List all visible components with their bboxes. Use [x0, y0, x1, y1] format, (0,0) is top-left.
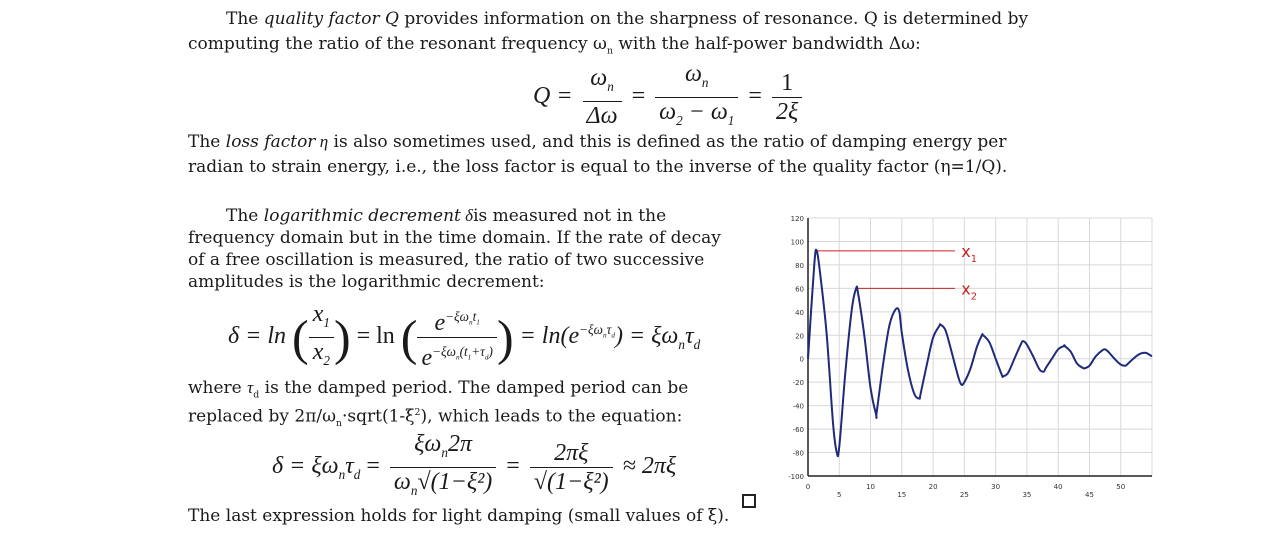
chart-x-tick-label: 25 [959, 491, 969, 498]
term-quality-factor: quality factor Q [263, 9, 399, 29]
chart-x-tick-label: 0 [805, 483, 811, 491]
chart-x-tick-label: 40 [1053, 483, 1063, 491]
chart-x-tick-label: 30 [991, 483, 1001, 491]
para-light-damping: The last expression holds for light damping (small values of ξ). [188, 506, 730, 526]
chart-y-tick-label: -80 [792, 449, 804, 458]
chart-x-tick-label: 5 [837, 491, 842, 498]
equation-quality-factor: Q = $\frac{\omega_n}{\Delta\omega}$ = $\frac{\omega_n}{\omega_2 - \omega_1}$ = $\frac{1}{2\xi}$ [533, 60, 806, 135]
para-log-decrement-line4: amplitudes is the logarithmic decrement: [188, 272, 545, 292]
chart-annotation-label: $x_1$ [961, 241, 978, 265]
para-quality-factor-line1: The quality factor Q provides information on the sharpness of resonance. Q is determined by [226, 9, 1029, 29]
para-quality-factor-line2: computing the ratio of the resonant frequency $\omega_n$ with the half-power bandwidth Δω: [188, 34, 921, 57]
equation-log-decrement: δ = ln ( $\frac{x_1}{x_2}$ ) = ln ( $\frac{e^{-\xi\omega_nt_1}}{e^{-\xi\omega_n(t_1+\tau_d)}}$ ) = $\ln(e^{-\xi\omega_n\tau_d}) = \xi\omega_n\tau_d$ [228, 300, 700, 375]
term-loss-factor: loss factor [225, 132, 316, 152]
cursor-box-icon [742, 494, 756, 508]
para-damped-period-line2: replaced by $2\pi/\omega_n\cdot sqrt(1-\xi^2)$, which leads to the equation: [188, 406, 683, 430]
chart-y-tick-label: -20 [792, 379, 804, 388]
chart-series-line [808, 250, 1152, 457]
chart-x-tick-label: 10 [866, 483, 876, 491]
chart-y-ticks [788, 215, 804, 481]
chart-y-tick-label: 40 [795, 308, 804, 317]
chart-y-tick-label: 60 [795, 285, 804, 294]
chart-x-tick-label: 45 [1084, 491, 1094, 498]
chart-annotations [817, 242, 977, 303]
para-loss-factor-line2: radian to strain energy, i.e., the loss factor is equal to the inverse of the quality factor (η=1/Q). [188, 157, 1008, 177]
equation-log-decrement-approx: $\delta = \xi\omega_n\tau_d$ = $\frac{\xi\omega_n2\pi}{\omega_n√(1-\xi^2)}$ = $\frac{2\pi\xi}{\text{√(1−ξ²)}}$ ≈ 2πξ [272, 430, 676, 505]
para-loss-factor-line1: The loss factor η is also sometimes used, and this is defined as the ratio of damping energy per [188, 132, 1007, 152]
para-log-decrement-line2: frequency domain but in the time domain. If the rate of decay [188, 228, 721, 248]
damped-oscillation-chart [780, 208, 1165, 498]
chart-y-tick-label: -100 [788, 473, 804, 481]
chart-y-tick-label: 100 [790, 238, 804, 247]
chart-x-tick-label: 50 [1116, 483, 1126, 491]
chart-y-tick-label: 20 [795, 332, 804, 341]
chart-y-tick-label: -60 [792, 426, 804, 435]
chart-y-tick-label: 120 [790, 215, 804, 223]
chart-annotation-label: $x_2$ [961, 279, 978, 303]
para-log-decrement-line3: of a free oscillation is measured, the ratio of two successive [188, 250, 705, 270]
chart-x-tick-label: 35 [1022, 491, 1032, 498]
chart-y-tick-label: 0 [799, 355, 804, 364]
chart-x-ticks [806, 483, 1125, 498]
chart-grid [808, 218, 1152, 476]
chart-x-tick-label: 20 [928, 483, 938, 491]
para-log-decrement-line1: The logarithmic decrement δis measured not in the [226, 206, 667, 226]
chart-y-tick-label: 80 [795, 261, 804, 270]
term-log-decrement: logarithmic decrement [263, 206, 461, 226]
chart-x-tick-label: 15 [897, 491, 907, 498]
para-damped-period-line1: where $\tau_d$ is the damped period. The damped period can be [188, 378, 689, 401]
chart-y-tick-label: -40 [792, 402, 804, 411]
